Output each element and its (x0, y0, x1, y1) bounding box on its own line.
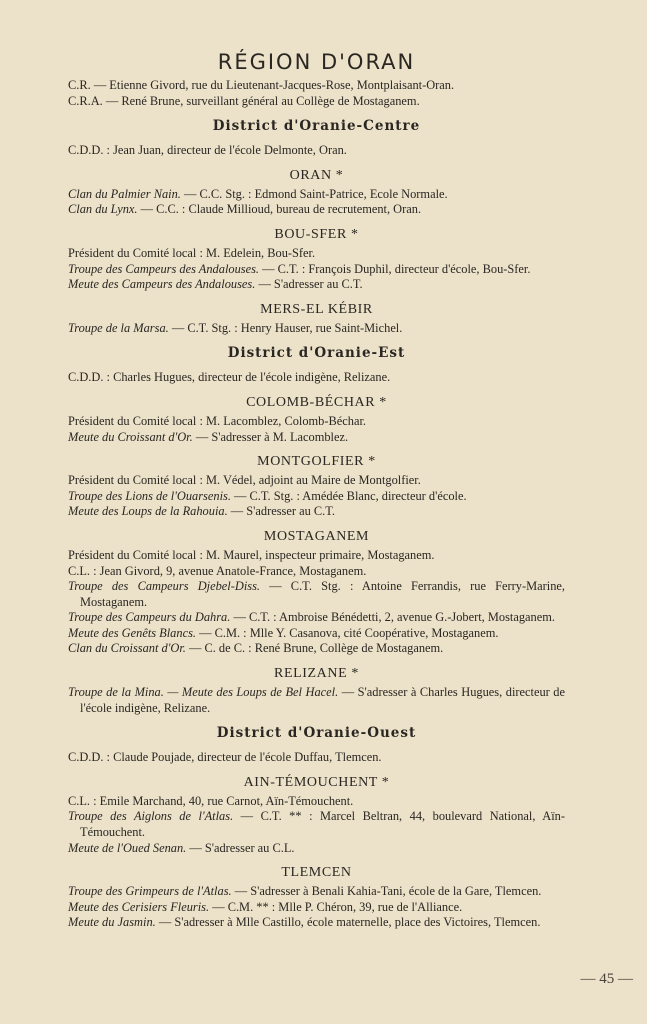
district-cdd: C.D.D. : Charles Hugues, directeur de l'école indigène, Relizane. (68, 370, 391, 385)
unit-name: Troupe des Campeurs du Dahra. (68, 610, 231, 625)
unit-name: Meute du Croissant d'Or. (68, 429, 193, 444)
entry-line (68, 564, 565, 580)
entry-text: Président du Comité local : M. Védel, adjoint au Maire de Montgolfier. (68, 473, 421, 488)
entry-text: — C. de C. : René Brune, Collège de Mostaganem. (185, 641, 444, 656)
entry-line (68, 548, 565, 564)
entry-line (68, 277, 565, 293)
entry-line (68, 610, 565, 626)
unit-name: Clan du Croissant d'Or. (68, 641, 186, 656)
district-heading: District d'Oranie-Ouest (216, 725, 417, 742)
city-heading: TLEMCEN (281, 865, 352, 881)
entry-text: — S'adresser au C.T. (255, 277, 363, 292)
region-cr: C.R. — Etienne Givord, rue du Lieutenant-Jacques-Rose, Montplaisant-Oran. (68, 78, 455, 92)
city-heading: COLOMB-BÉCHAR * (246, 394, 387, 410)
entry-line (68, 626, 565, 642)
city-heading: BOU-SFER * (274, 226, 359, 242)
entry-text: — C.M. ** : Mlle P. Chéron, 39, rue de l'Alliance. (209, 899, 463, 914)
city-heading: MERS-EL KÉBIR (260, 301, 373, 317)
entry-text: — S'adresser à Charles Hugues, directeur de l'école indigène, Relizane. (80, 685, 565, 715)
entry-text: — C.T. : Ambroise Bénédetti, 2, avenue G.-Jobert, Mostaganem. (230, 610, 555, 625)
entry-text: — C.T. Stg. : Amédée Blanc, directeur d'école. (230, 488, 467, 503)
entry-line (68, 579, 565, 610)
entry-text: — S'adresser à Mlle Castillo, école maternelle, place des Victoires, Tlemcen. (155, 915, 541, 930)
entry-text: Président du Comité local : M. Edelein, Bou-Sfer. (68, 245, 316, 260)
entry-line (68, 685, 565, 716)
unit-name: Meute des Campeurs des Andalouses. (68, 277, 256, 292)
city-heading: AIN-TÉMOUCHENT * (243, 774, 390, 790)
entry-line (68, 187, 565, 203)
entry-line (68, 915, 565, 931)
unit-name: Troupe des Campeurs Djebel-Diss. (68, 579, 261, 594)
entry-text: — S'adresser à Benali Kahia-Tani, école de la Gare, Tlemcen. (231, 884, 542, 899)
unit-name: Meute des Cerisiers Fleuris. (68, 899, 210, 914)
city-heading: ORAN * (289, 167, 344, 183)
entry-line (68, 841, 565, 857)
district-heading: District d'Oranie-Est (227, 345, 406, 362)
city-heading: RELIZANE * (274, 666, 359, 682)
entry-line (68, 246, 565, 262)
entry-text: — C.T. Stg. : Henry Hauser, rue Saint-Michel. (168, 320, 403, 335)
entry-line (68, 489, 565, 505)
unit-name: Troupe des Campeurs des Andalouses. (68, 261, 260, 276)
page-title: RÉGION D'ORAN (217, 50, 416, 74)
entry-text: Président du Comité local : M. Maurel, inspecteur primaire, Mostaganem. (68, 547, 435, 562)
entry-line (68, 202, 565, 218)
entry-line (68, 809, 565, 840)
entry-text: — C.T. : François Duphil, directeur d'école, Bou-Sfer. (259, 261, 531, 276)
unit-name: Troupe des Aiglons de l'Atlas. (68, 809, 234, 824)
unit-name: Meute de l'Oued Senan. (68, 840, 187, 855)
region-header (68, 78, 565, 109)
entry-text: — S'adresser au C.L. (186, 840, 295, 855)
entry-text: — S'adresser au C.T. (227, 504, 335, 519)
city-heading: MONTGOLFIER * (257, 454, 376, 470)
district-cdd: C.D.D. : Claude Poujade, directeur de l'école Duffau, Tlemcen. (68, 750, 382, 765)
entry-text: Président du Comité local : M. Lacomblez, Colomb-Béchar. (68, 413, 366, 428)
unit-name: Clan du Palmier Nain. (68, 186, 181, 201)
entry-text: — C.C. : Claude Millioud, bureau de recrutement, Oran. (137, 202, 422, 217)
entry-line (68, 321, 565, 337)
entry-line (68, 414, 565, 430)
entry-text: C.L. : Emile Marchand, 40, rue Carnot, Aïn-Témouchent. (68, 793, 354, 808)
unit-name: Troupe de la Mina. — Meute des Loups de Bel Hacel. (68, 685, 339, 700)
city-heading: MOSTAGANEM (263, 528, 370, 544)
entry-line (68, 262, 565, 278)
entry-line (68, 884, 565, 900)
entry-line (68, 473, 565, 489)
entry-line (68, 794, 565, 810)
entry-line (68, 900, 565, 916)
entry-text: — C.C. Stg. : Edmond Saint-Patrice, Ecole Normale. (180, 186, 448, 201)
unit-name: Meute du Jasmin. (68, 915, 156, 930)
entry-line (68, 430, 565, 446)
unit-name: Clan du Lynx. (68, 202, 138, 217)
entry-text: — C.T. Stg. : Antoine Ferrandis, rue Ferry-Marine, Mostaganem. (80, 579, 565, 609)
unit-name: Troupe de la Marsa. (68, 320, 169, 335)
entry-text: — C.M. : Mlle Y. Casanova, cité Coopérative, Mostaganem. (196, 625, 499, 640)
entry-text: — S'adresser à M. Lacomblez. (192, 429, 349, 444)
unit-name: Troupe des Grimpeurs de l'Atlas. (68, 884, 232, 899)
entry-text: — C.T. ** : Marcel Beltran, 44, boulevard National, Aïn-Témouchent. (80, 809, 565, 840)
districts-container (68, 118, 565, 931)
unit-name: Troupe des Lions de l'Ouarsenis. (68, 488, 231, 503)
unit-name: Meute des Genêts Blancs. (68, 625, 196, 640)
entry-line (68, 504, 565, 520)
entry-line (68, 641, 565, 657)
page-number: — 45 — (580, 971, 633, 987)
district-heading: District d'Oranie-Centre (212, 118, 421, 135)
district-cdd: C.D.D. : Jean Juan, directeur de l'école Delmonte, Oran. (68, 143, 347, 158)
unit-name: Meute des Loups de la Rahouia. (68, 504, 228, 519)
entry-text: C.L. : Jean Givord, 9, avenue Anatole-France, Mostaganem. (68, 563, 367, 578)
region-cra: C.R.A. — René Brune, surveillant général au Collège de Mostaganem. (68, 93, 420, 108)
